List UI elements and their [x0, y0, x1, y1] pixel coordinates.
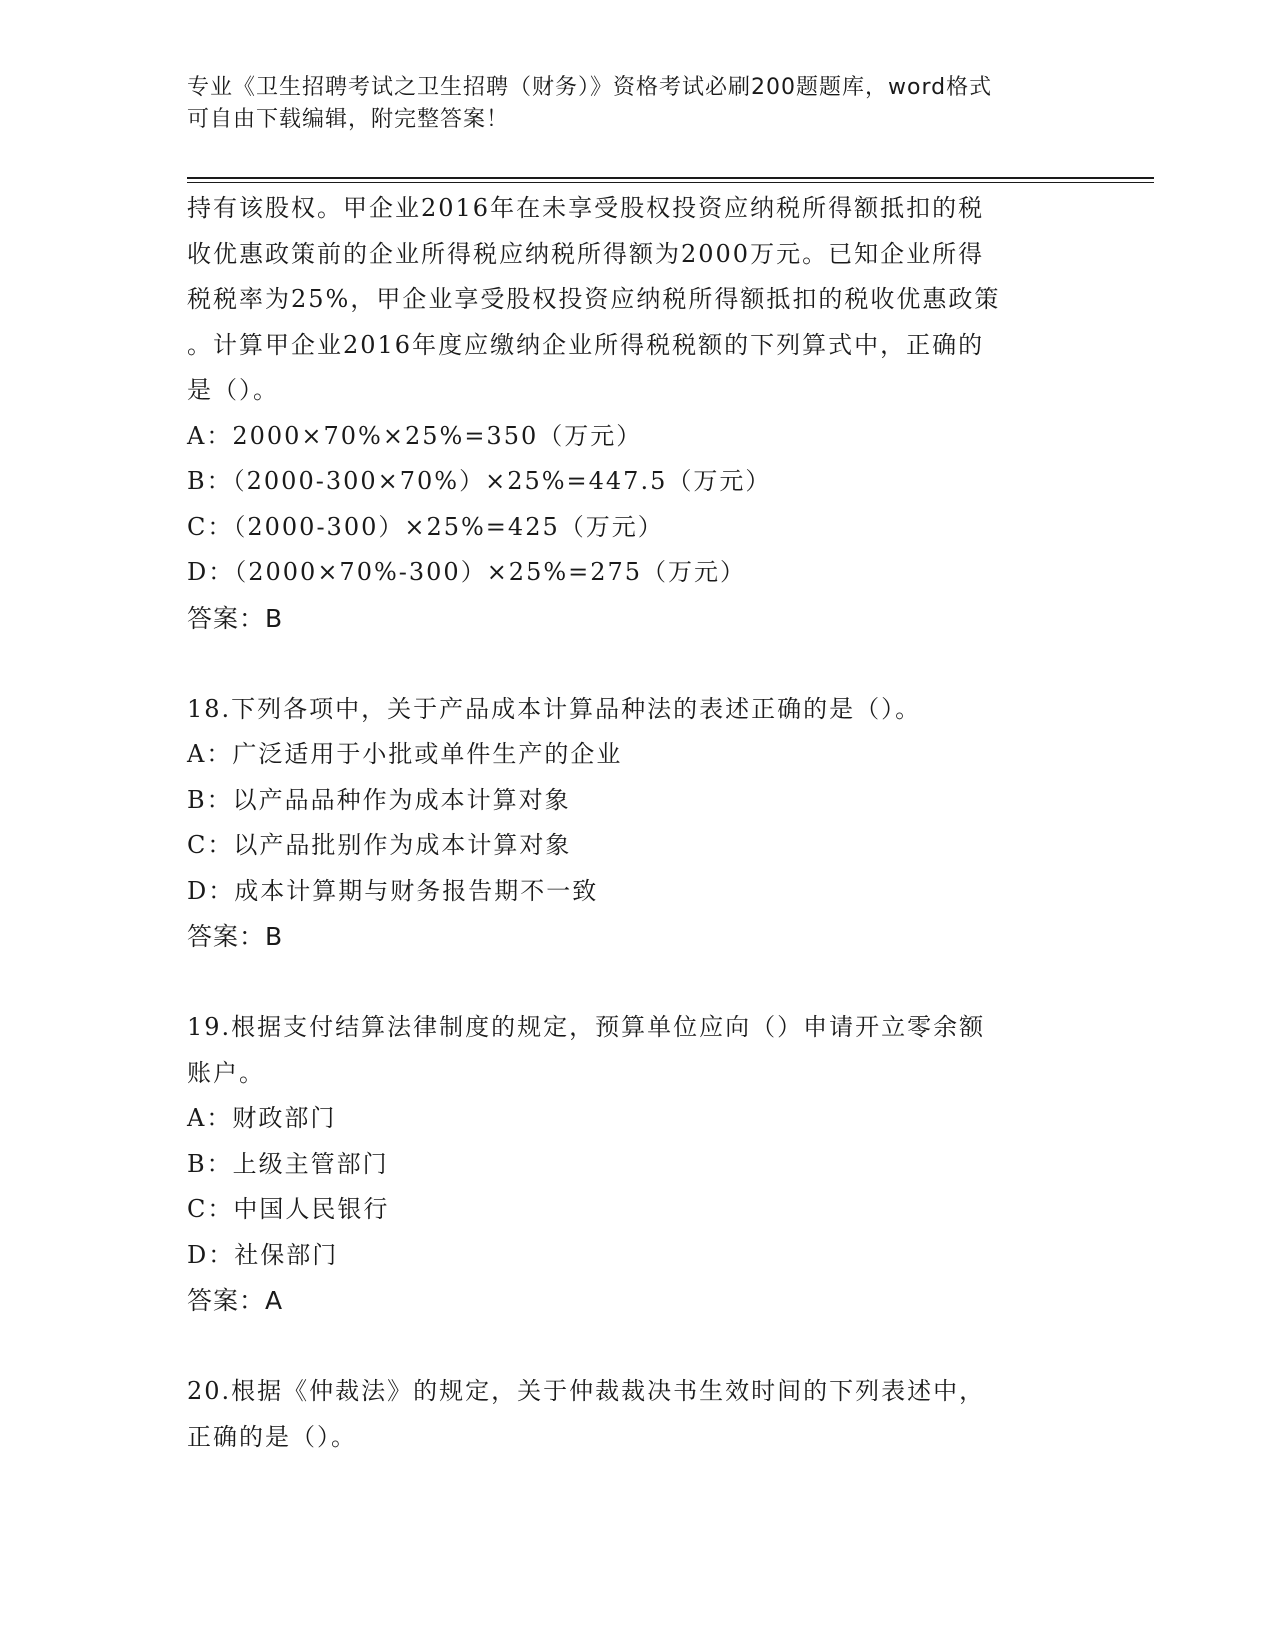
question-spacer	[187, 641, 1087, 687]
question-stem-line: 20.根据《仲裁法》的规定，关于仲裁裁决书生效时间的下列表述中，	[187, 1377, 986, 1405]
answer-key: 答案：B	[187, 922, 284, 951]
document-body	[187, 186, 1087, 1460]
option-a: A：财政部门	[187, 1104, 337, 1132]
option-d: D：成本计算期与财务报告期不一致	[187, 876, 599, 905]
question-spacer	[187, 960, 1087, 1006]
question-18	[187, 687, 1087, 960]
question-19	[187, 1005, 1087, 1324]
header-divider-thick	[187, 177, 1154, 179]
question-stem-line: 持有该股权。甲企业2016年在未享受股权投资应纳税所得额抵扣的税	[187, 194, 985, 222]
question-stem-line: 。计算甲企业2016年度应缴纳企业所得税税额的下列算式中，正确的	[187, 330, 985, 359]
question-stem-line: 税税率为25%，甲企业享受股权投资应纳税所得额抵扣的税收优惠政策	[187, 285, 1001, 313]
option-a: A：2000×70%×25%=350（万元）	[187, 421, 643, 450]
question-spacer	[187, 1324, 1087, 1370]
question-stem-line: 正确的是（）。	[187, 1422, 357, 1451]
answer-key: 答案：B	[187, 603, 284, 633]
question-stem-line: 18.下列各项中，关于产品成本计算品种法的表述正确的是（）。	[187, 694, 922, 723]
option-b: B：上级主管部门	[187, 1149, 389, 1178]
header-divider-thin	[187, 182, 1154, 183]
header-title-line-2: 可自由下载编辑，附完整答案！	[187, 107, 510, 132]
answer-key: 答案：A	[187, 1286, 284, 1315]
question-17	[187, 186, 1087, 641]
option-b: B：以产品品种作为成本计算对象	[187, 785, 571, 814]
option-d: D：社保部门	[187, 1240, 339, 1269]
header-title-line-1: 专业《卫生招聘考试之卫生招聘（财务）》资格考试必刷200题题库，word格式	[187, 75, 993, 100]
question-stem-line: 是（）。	[187, 376, 279, 404]
option-c: C：中国人民银行	[187, 1195, 390, 1223]
page-header	[187, 72, 1087, 136]
option-a: A：广泛适用于小批或单件生产的企业	[187, 740, 623, 768]
option-c: C：以产品批别作为成本计算对象	[187, 831, 572, 859]
option-d: D：（2000×70%-300）×25%=275（万元）	[187, 558, 747, 586]
question-stem-line: 账户。	[187, 1058, 265, 1087]
option-b: B：（2000-300×70%）×25%=447.5（万元）	[187, 467, 772, 495]
option-c: C：（2000-300）×25%=425（万元）	[187, 512, 664, 541]
question-stem-line: 19.根据支付结算法律制度的规定，预算单位应向（）申请开立零余额	[187, 1013, 986, 1041]
question-stem-line: 收优惠政策前的企业所得税应纳税所得额为2000万元。已知企业所得	[187, 239, 985, 268]
question-20	[187, 1369, 1087, 1460]
